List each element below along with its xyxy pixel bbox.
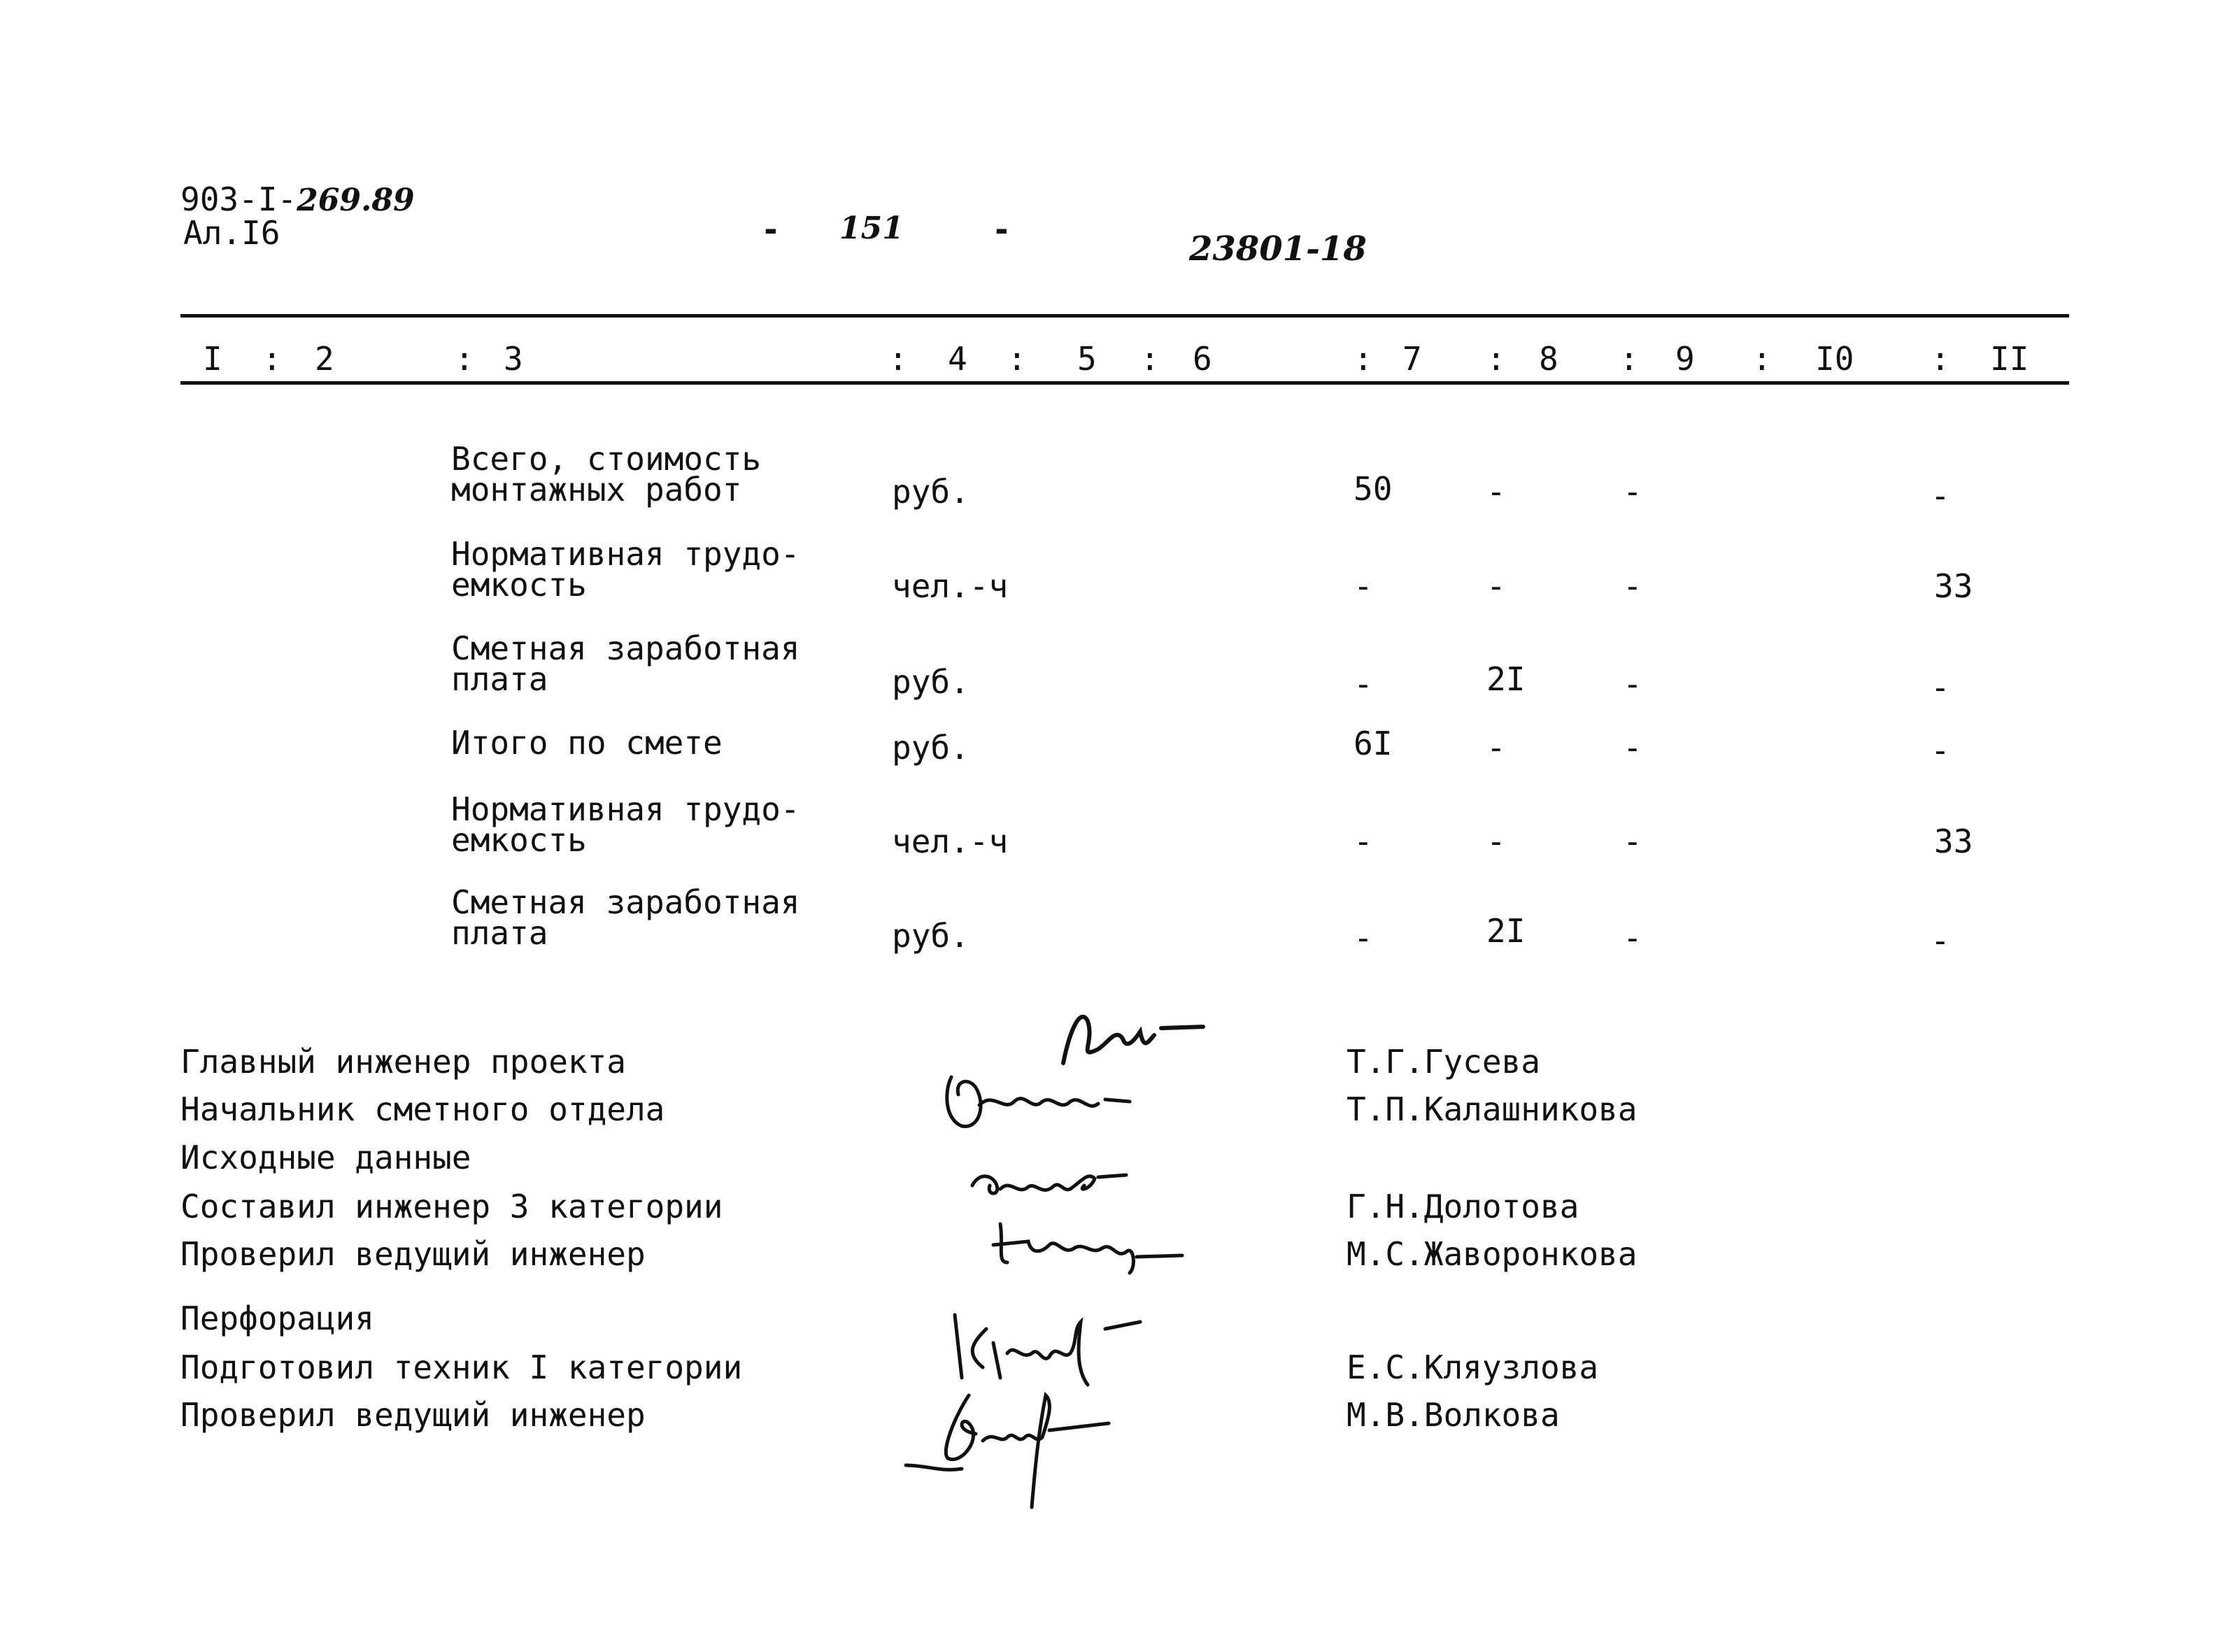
signature-name: М.В.Волкова (1347, 1396, 1560, 1434)
row-label-line2: плата (451, 660, 548, 698)
signature-name: Т.П.Калашникова (1347, 1090, 1638, 1128)
col-sep: : (1354, 340, 1373, 378)
sheet-label: Ал.I6 (183, 214, 280, 252)
row-col9: - (1623, 823, 1642, 860)
row-label-line1: Сметная заработная (451, 629, 800, 667)
col-sep: : (262, 340, 282, 378)
col-header-2: 2 (315, 340, 334, 378)
col-sep: : (1007, 340, 1027, 378)
col-sep: : (888, 340, 908, 378)
handwritten-signature (986, 1213, 1210, 1276)
row-col9: - (1623, 567, 1642, 605)
col-sep: : (455, 340, 474, 378)
row-unit: руб. (892, 729, 970, 767)
row-col11: - (1931, 732, 1950, 769)
signature-role: Начальник сметного отдела (180, 1090, 665, 1128)
signature-role: Составил инженер 3 категории (180, 1188, 723, 1225)
row-label-line2: емкость (451, 566, 587, 604)
signature-name: Т.Г.Гусева (1347, 1043, 1540, 1081)
row-label-line1: Всего, стоимость (451, 440, 762, 478)
row-col8: - (1486, 729, 1506, 767)
inventory-number: 23801-18 (1189, 229, 1367, 269)
row-col8: - (1486, 473, 1506, 511)
col-sep: : (1140, 340, 1160, 378)
row-col7: - (1354, 665, 1373, 703)
row-unit: руб. (892, 917, 970, 955)
row-col7: 50 (1354, 470, 1393, 508)
row-col11: 33 (1934, 823, 1973, 860)
row-col7: - (1354, 823, 1373, 860)
row-label-line1: Сметная заработная (451, 883, 800, 921)
page-dash-left: - (761, 211, 781, 248)
page-dash-right: - (992, 211, 1011, 248)
row-col11: - (1931, 922, 1950, 960)
row-col9: - (1623, 665, 1642, 703)
row-label (451, 535, 800, 604)
row-label-line1: Итого по смете (451, 724, 723, 762)
row-label (451, 790, 800, 859)
row-col8: 2I (1486, 912, 1526, 950)
row-label-line2: монтажных работ (451, 471, 742, 508)
signature-name: Е.С.Кляузлова (1347, 1348, 1599, 1386)
handwritten-signature (937, 1063, 1161, 1140)
col-sep: : (1619, 340, 1639, 378)
row-label (451, 440, 762, 508)
col-header-3: 3 (504, 340, 523, 378)
signature-role: Исходные данные (180, 1139, 471, 1176)
row-label (451, 883, 800, 952)
row-col9: - (1623, 729, 1642, 767)
row-label-line2: емкость (451, 821, 587, 859)
col-header-4: 4 (948, 340, 967, 378)
col-sep: : (1931, 340, 1950, 378)
col-header-11: II (1990, 340, 2029, 378)
row-col8: - (1486, 823, 1506, 860)
row-col7: 6I (1354, 725, 1393, 762)
row-col9: - (1623, 473, 1642, 511)
doc-code-printed: 903-I- (180, 180, 297, 218)
col-header-1: I (203, 340, 222, 378)
signature-role: Перфорация (180, 1299, 374, 1337)
row-col8: - (1486, 567, 1506, 605)
header-top-rule (180, 314, 2069, 318)
row-unit: чел.-ч (892, 823, 1009, 860)
row-col11: 33 (1934, 567, 1973, 605)
row-label (451, 629, 800, 698)
signature-role: Главный инженер проекта (180, 1043, 626, 1081)
row-unit: чел.-ч (892, 567, 1009, 605)
col-header-7: 7 (1402, 340, 1422, 378)
row-col7: - (1354, 567, 1373, 605)
doc-code (180, 180, 415, 218)
row-label-line2: плата (451, 914, 548, 952)
row-col8: 2I (1486, 660, 1526, 698)
row-label-line1: Нормативная трудо- (451, 790, 800, 828)
row-unit: руб. (892, 663, 970, 701)
col-sep: : (1486, 340, 1506, 378)
handwritten-signature (899, 1374, 1137, 1507)
signature-role: Подготовил техник I категории (180, 1348, 743, 1386)
row-col11: - (1931, 669, 1950, 706)
col-header-9: 9 (1675, 340, 1695, 378)
signature-name: М.С.Жаворонкова (1347, 1235, 1638, 1273)
col-header-8: 8 (1539, 340, 1558, 378)
doc-code-handwritten: 269.89 (297, 183, 415, 218)
header-bottom-rule (180, 381, 2069, 385)
signature-name: Г.Н.Долотова (1347, 1188, 1579, 1225)
row-label-line1: Нормативная трудо- (451, 535, 800, 573)
row-col9: - (1623, 919, 1642, 957)
col-header-10: I0 (1815, 340, 1854, 378)
page-number: 151 (839, 211, 904, 246)
signature-role: Проверил ведущий инженер (180, 1396, 646, 1434)
col-header-6: 6 (1193, 340, 1212, 378)
col-sep: : (1752, 340, 1772, 378)
row-col11: - (1931, 477, 1950, 515)
col-header-5: 5 (1077, 340, 1097, 378)
handwritten-signature (965, 1158, 1147, 1213)
row-col7: - (1354, 919, 1373, 957)
row-label (451, 724, 723, 762)
signature-role: Проверил ведущий инженер (180, 1235, 646, 1273)
row-unit: руб. (892, 473, 970, 511)
